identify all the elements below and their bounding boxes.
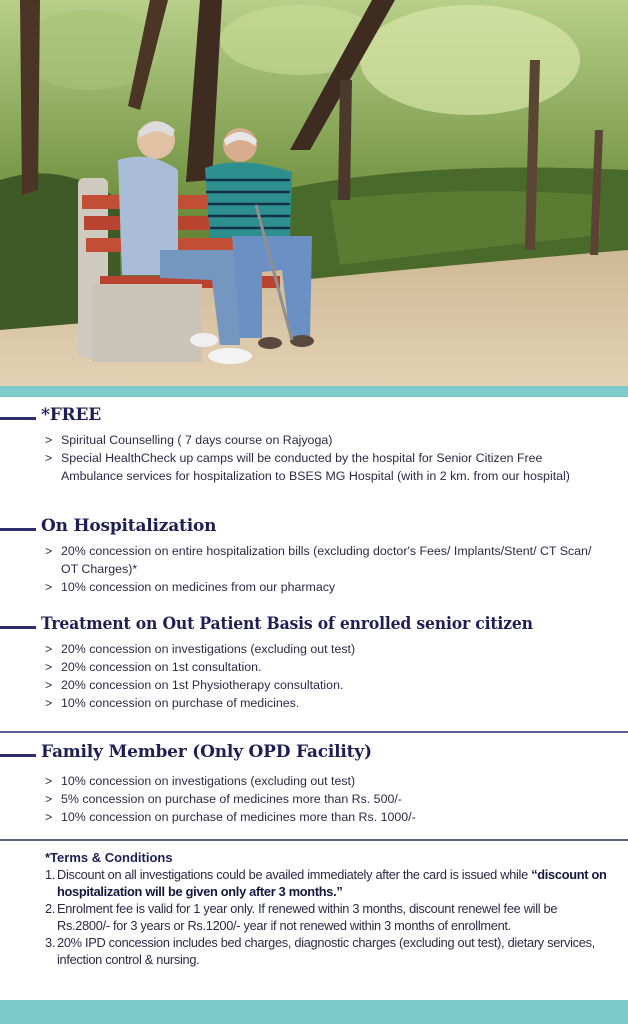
list-item: > 10% concession on medicines from our pharmacy [45, 580, 336, 594]
teal-divider [0, 386, 628, 397]
terms-list [45, 866, 610, 968]
list-item: > 10% concession on purchase of medicines more than Rs. 1000/- [45, 810, 416, 824]
list-item: > Special HealthCheck up camps will be conducted by the hospital for Senior Citizen Free Ambulance services for hospitalization to BSES MG Hospital (with in 2 km. from our hospital) [45, 451, 570, 483]
list-item: > 10% concession on purchase of medicines. [45, 696, 300, 710]
list-item: > 10% concession on investigations (excluding out test) [45, 774, 356, 788]
term-item: 3. 20% IPD concession includes bed charges, diagnostic charges (excluding out test), dietary services, infection control & nursing. [45, 935, 595, 967]
family-list [0, 772, 628, 826]
heading-bar [0, 626, 36, 629]
list-item: > 5% concession on purchase of medicines more than Rs. 500/- [45, 792, 402, 806]
free-title: *FREE [41, 405, 102, 425]
hospitalization-list [0, 542, 628, 596]
list-item: > 20% concession on 1st Physiotherapy consultation. [45, 678, 344, 692]
outpatient-list [0, 640, 628, 712]
outpatient-title: Treatment on Out Patient Basis of enrolled senior citizen [41, 614, 533, 634]
hospitalization-title: On Hospitalization [41, 516, 217, 536]
term-item: 1. Discount on all investigations could be availed immediately after the card is issued while “discount on hospitalization will be given only after 3 months.” [45, 867, 607, 899]
list-item: > 20% concession on entire hospitalization bills (excluding doctor's Fees/ Implants/Stent/ CT Scan/ OT Charges)* [45, 544, 592, 576]
free-section [0, 405, 628, 485]
hospitalization-section [0, 516, 628, 596]
heading-bar [0, 528, 36, 531]
family-header [0, 742, 628, 768]
footer-strip [0, 1000, 628, 1024]
list-item: > 20% concession on investigations (excluding out test) [45, 642, 356, 656]
section-separator [0, 839, 628, 841]
outpatient-header [0, 614, 628, 640]
section-separator [0, 731, 628, 733]
terms-title: *Terms & Conditions [45, 850, 173, 865]
hospitalization-header [0, 516, 628, 542]
term-item: 2. Enrolment fee is valid for 1 year only. If renewed within 3 months, discount renewel fee will be Rs.2800/- for 3 years or Rs.1200/- year if not renewed within 3 months of enrollment. [45, 901, 558, 933]
heading-bar [0, 754, 36, 757]
park-bench-icon [0, 0, 628, 386]
terms-section [45, 850, 610, 968]
hero-photo [0, 0, 628, 386]
list-item: > 20% concession on 1st consultation. [45, 660, 262, 674]
free-header [0, 405, 628, 431]
outpatient-section [0, 614, 628, 712]
family-title: Family Member (Only OPD Facility) [41, 742, 372, 762]
list-item: > Spiritual Counselling ( 7 days course on Rajyoga) [45, 433, 333, 447]
heading-bar [0, 417, 36, 420]
free-list [0, 431, 628, 485]
family-section [0, 742, 628, 826]
